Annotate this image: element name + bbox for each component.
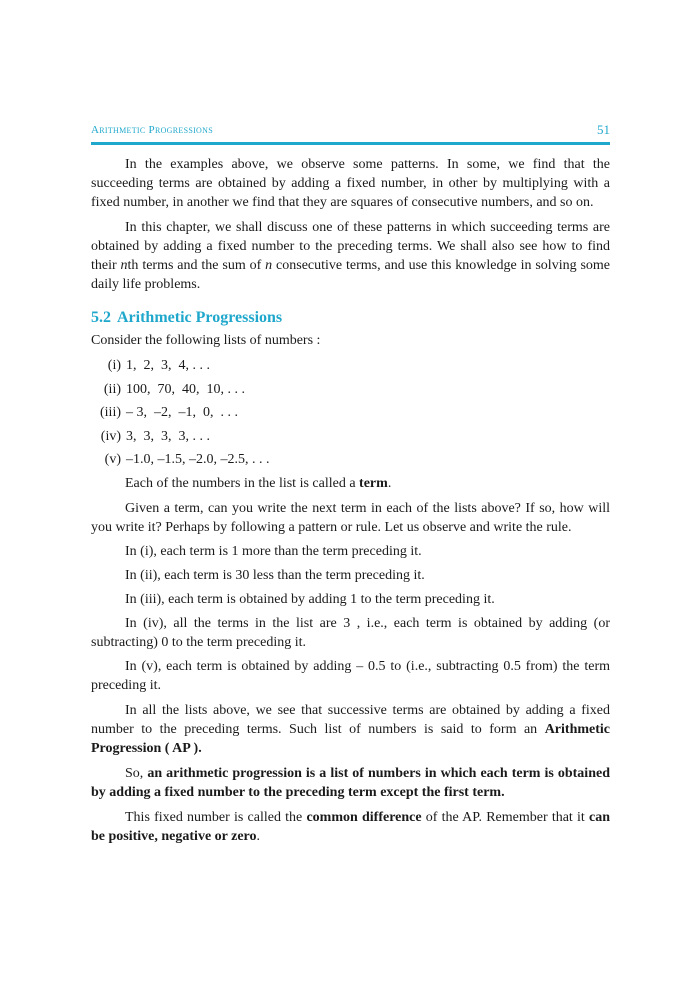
list-item [91,427,610,451]
page-number: 51 [597,122,610,137]
ap-definition [91,764,610,802]
common-difference-paragraph [91,808,610,846]
intro-paragraph-2 [91,218,610,294]
text-run: Each of the numbers in the list is called a [125,475,360,491]
text-run: . [256,828,261,844]
list-item [91,450,610,474]
variable-n: n [120,258,128,273]
list-label: (iv) [100,428,121,444]
list-text: 1, 2, 3, 4, . . . [126,358,210,373]
list-item [91,380,610,404]
keyword-sign: can be positive, negative or zero [91,809,610,844]
section-heading [91,308,610,327]
list-text: 100, 70, 40, 10, . . . [126,381,245,397]
header-rule [91,142,610,145]
ap-paragraph [91,701,610,758]
number-lists [91,356,610,474]
list-label: (v) [104,452,121,467]
text-run: So, [125,765,148,781]
variable-n: n [265,258,273,273]
keyword-ap: Arithmetic Progression ( AP ). [91,721,610,756]
text-run: In all the lists above, we see that successive terms are obtained by adding a fixed number to the preceding terms. Such list of numbers is said to form an [91,702,610,737]
intro-paragraph-1: In the examples above, we observe some patterns. In some, we find that the succeeding terms are obtained by adding a fixed number, in other by multiplying with a fixed number, in another we find that they are squares of consecutive numbers, and so on. [91,157,610,210]
list-label: (ii) [103,381,121,397]
list-label: (i) [107,358,121,373]
list-item [91,403,610,427]
text-run: In this chapter, we shall discuss one of these patterns in which succeeding terms are obtained by adding a fixed number to the preceding terms. We shall also see how to find their [91,220,610,273]
running-header [91,122,610,142]
keyword-common-difference: common difference [306,809,422,825]
text-run: consecutive terms, and use this knowledge in solving some daily life problems. [91,258,611,292]
observation-i: In (i), each term is 1 more than the term preceding it. [125,543,422,559]
keyword-term: term [359,475,388,491]
section-number: 5.2 [91,309,111,326]
observation-iv: In (iv), all the terms in the list are 3 , i.e., each term is obtained by adding (or subtracting) 0 to the term preceding it. [91,615,610,650]
text-run: This fixed number is called the [125,809,307,825]
list-text: 3, 3, 3, 3, . . . [126,428,210,444]
section-lead: Consider the following lists of numbers : [91,333,321,348]
chapter-title: Arithmetic Progressions [91,124,213,136]
list-item [91,356,610,380]
list-label: (iii) [100,405,121,420]
observation-ii: In (ii), each term is 30 less than the term preceding it. [125,567,425,583]
term-definition [91,474,610,493]
definition-text: an arithmetic progression is a list of numbers in which each term is obtained by adding a fixed number to the preceding term except the first term. [91,765,610,800]
text-run: of the AP. Remember that it [421,809,589,825]
section-title: Arithmetic Progressions [117,309,283,326]
question-paragraph: Given a term, can you write the next term in each of the lists above? If so, how will you write it? Perhaps by following a pattern or rule. Let us observe and write the rule. [91,500,610,535]
list-text: – 3, –2, –1, 0, . . . [126,405,238,420]
observation-v: In (v), each term is obtained by adding – 0.5 to (i.e., subtracting 0.5 from) the term preceding it. [91,658,610,693]
observation-iii: In (iii), each term is obtained by adding 1 to the term preceding it. [125,591,495,607]
page-content [91,155,610,846]
text-run: th terms and the sum of [127,258,266,273]
text-run: . [387,475,392,491]
list-text: –1.0, –1.5, –2.0, –2.5, . . . [126,452,270,467]
